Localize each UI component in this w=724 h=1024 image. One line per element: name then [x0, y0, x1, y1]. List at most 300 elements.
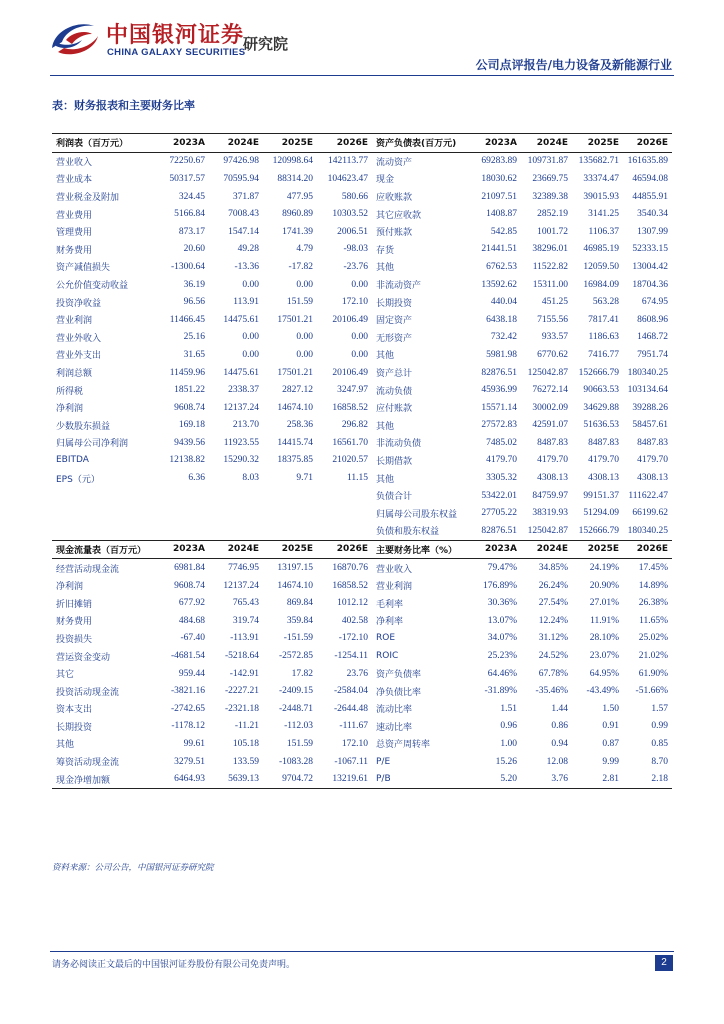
cell-value: [155, 522, 209, 540]
table-row: [52, 700, 672, 718]
cell-value: 172.10: [341, 297, 368, 308]
cell-value: 3.76: [521, 770, 572, 788]
cell-value: -2742.65: [170, 703, 205, 714]
cell-value: 1001.72: [537, 226, 568, 237]
cell-value: 1547.14: [228, 226, 259, 237]
cell-value: 258.36: [286, 420, 313, 431]
cell-value: 26.24%: [538, 580, 568, 591]
cell-value: 46594.08: [632, 173, 668, 184]
cell-value: 113.91: [233, 297, 259, 308]
cell-value: -1178.12: [171, 721, 205, 732]
row-label: 营业外支出: [56, 351, 102, 362]
cell-value: 933.57: [541, 332, 568, 343]
column-header: 2025E: [572, 540, 623, 559]
cell-value: 4308.13: [637, 473, 668, 484]
cell-value: 120998.64: [272, 156, 313, 167]
cell-value: 11.91%: [590, 615, 619, 626]
cell-value: 0.00: [242, 332, 259, 343]
cell-value: -151.59: [283, 633, 313, 644]
cell-value: 1106.37: [588, 226, 619, 237]
cell-value: [209, 487, 263, 505]
cell-value: -11.21: [234, 721, 259, 732]
cell-value: 9439.56: [174, 437, 205, 448]
cell-value: -2572.85: [278, 651, 313, 662]
table-row: [52, 258, 672, 276]
cell-value: 11923.55: [223, 437, 259, 448]
cell-value: 3279.51: [174, 756, 205, 767]
cell-value: 72250.67: [169, 156, 205, 167]
cell-value: 7746.95: [228, 563, 259, 574]
cell-value: 13004.42: [632, 261, 668, 272]
cell-value: -98.03: [343, 244, 368, 255]
cell-value: 64.95%: [589, 668, 619, 679]
cell-value: 46985.19: [583, 244, 619, 255]
cell-value: 7008.43: [228, 209, 259, 220]
report-category: 公司点评报告/电力设备及新能源行业: [475, 58, 672, 72]
cell-value: 677.92: [178, 598, 205, 609]
cell-value: 161635.89: [627, 156, 668, 167]
cell-value: 58457.61: [632, 420, 668, 431]
cell-value: 4179.70: [588, 455, 619, 466]
column-header: 2025E: [572, 134, 623, 153]
column-header: 2023A: [470, 540, 521, 559]
cell-value: 296.82: [341, 420, 368, 431]
cell-value: 11.15: [346, 473, 368, 484]
column-header: 2024E: [209, 540, 263, 559]
cell-value: 13219.61: [317, 770, 372, 788]
cell-value: 7416.77: [588, 349, 619, 360]
cell-value: 542.85: [490, 226, 517, 237]
cell-value: 51294.09: [583, 508, 619, 519]
cell-value: 7485.02: [486, 437, 517, 448]
row-label: 净利润: [56, 582, 84, 593]
cell-value: 24.19%: [589, 563, 619, 574]
row-label: 财务费用: [56, 617, 93, 628]
cell-value: 8608.96: [637, 314, 668, 325]
row-label: 预付账款: [376, 228, 413, 239]
column-header: 资产负债表(百万元): [372, 134, 470, 153]
table-row: [52, 293, 672, 311]
cell-value: 66199.62: [632, 508, 668, 519]
cell-value: 70595.94: [223, 173, 259, 184]
cell-value: 9704.72: [263, 770, 317, 788]
cell-value: 0.86: [551, 721, 568, 732]
cell-value: 1741.39: [282, 226, 313, 237]
cell-value: -2448.71: [278, 703, 313, 714]
column-header: 主要财务比率（%）: [372, 540, 470, 559]
row-label: 长期投资: [56, 722, 93, 733]
page-number: 2: [655, 955, 673, 971]
cell-value: [263, 522, 317, 540]
cell-value: 26.38%: [638, 598, 668, 609]
row-label: 投资损失: [56, 634, 93, 645]
table-row: [52, 223, 672, 241]
cell-value: 104623.47: [327, 173, 368, 184]
row-label: 资产负债率: [376, 670, 422, 681]
cell-value: 477.95: [286, 191, 313, 202]
row-label: EPS（元）: [56, 474, 100, 485]
cell-value: 49.28: [237, 244, 259, 255]
cell-value: 109731.87: [527, 156, 568, 167]
cell-value: -31.89%: [484, 686, 517, 697]
cell-value: 1.51: [500, 703, 517, 714]
cell-value: 67.78%: [538, 668, 568, 679]
cell-value: 563.28: [592, 297, 619, 308]
cell-value: 17.45%: [638, 563, 668, 574]
row-label: 利润总额: [56, 369, 93, 380]
column-header: 2026E: [317, 134, 372, 153]
row-label: 长期借款: [376, 456, 413, 467]
cell-value: 3540.34: [637, 209, 668, 220]
cell-value: 45936.99: [481, 385, 517, 396]
table-row: [52, 399, 672, 417]
table-title: 表：财务报表和主要财务比率: [52, 99, 195, 112]
cell-value: 16858.52: [332, 580, 368, 591]
cell-value: 0.91: [602, 721, 619, 732]
cell-value: 9608.74: [174, 580, 205, 591]
table-row: [52, 152, 672, 170]
cell-value: 180340.25: [627, 367, 668, 378]
cell-value: 324.45: [178, 191, 205, 202]
cell-value: 152666.79: [572, 522, 623, 540]
cell-value: 169.18: [178, 420, 205, 431]
row-label: 净利率: [376, 617, 404, 628]
cell-value: 30.36%: [487, 598, 517, 609]
cell-value: 38296.01: [532, 244, 568, 255]
cell-value: -1300.64: [170, 261, 205, 272]
row-label: 流动负债: [376, 386, 413, 397]
row-label: 其他: [376, 263, 395, 274]
row-label: 少数股东损益: [56, 421, 111, 432]
row-label: 流动比率: [376, 705, 413, 716]
cell-value: 64.46%: [487, 668, 517, 679]
cell-value: 21097.51: [481, 191, 517, 202]
cell-value: 28.10%: [589, 633, 619, 644]
cell-value: 52333.15: [632, 244, 668, 255]
cell-value: 8.70: [651, 756, 668, 767]
cell-value: 88314.20: [277, 173, 313, 184]
cell-value: 18704.36: [632, 279, 668, 290]
cell-value: 20106.49: [332, 314, 368, 325]
cell-value: 69283.89: [481, 156, 517, 167]
cell-value: 6.36: [188, 473, 205, 484]
row-label: 总资产周转率: [376, 740, 431, 751]
column-header: 2024E: [209, 134, 263, 153]
cell-value: -1067.11: [334, 756, 368, 767]
cell-value: 4308.13: [537, 473, 568, 484]
row-label: 应收账款: [376, 193, 413, 204]
cell-value: 6981.84: [174, 563, 205, 574]
brand-name-en: CHINA GALAXY SECURITIES: [107, 47, 246, 58]
cell-value: 1408.87: [486, 209, 517, 220]
row-label: 现金净增加额: [52, 770, 155, 788]
cell-value: -172.10: [338, 633, 368, 644]
cell-value: 125042.87: [527, 367, 568, 378]
table-row: [52, 665, 672, 683]
row-label: 资本支出: [56, 705, 93, 716]
row-label: 筹资活动现金流: [56, 758, 120, 769]
column-header: 2025E: [263, 134, 317, 153]
cell-value: 14475.61: [223, 367, 259, 378]
cell-value: 15.26: [495, 756, 517, 767]
cell-value: 125042.87: [521, 522, 572, 540]
cell-value: 12.24%: [538, 615, 568, 626]
row-label: 营业税金及附加: [56, 193, 120, 204]
cell-value: 18375.85: [277, 455, 313, 466]
cell-value: 99.61: [183, 738, 205, 749]
cell-value: 765.43: [232, 598, 259, 609]
cell-value: 869.84: [286, 598, 313, 609]
cell-value: -17.82: [288, 261, 313, 272]
row-label: 投资活动现金流: [56, 687, 120, 698]
cell-value: 23669.75: [532, 173, 568, 184]
cell-value: 2.81: [572, 770, 623, 788]
source-note: 资料来源：公司公告，中国银河证券研究院: [52, 863, 214, 873]
cell-value: -142.91: [229, 668, 259, 679]
cell-value: -13.36: [234, 261, 259, 272]
cell-value: 21020.57: [332, 455, 368, 466]
row-label: 营业费用: [56, 210, 93, 221]
cell-value: 51636.53: [583, 420, 619, 431]
section-cashflow-ratios: [52, 540, 672, 788]
row-label: [52, 504, 155, 522]
galaxy-swirl-logo-icon: [48, 18, 102, 60]
cell-value: 1307.99: [637, 226, 668, 237]
table-row: [52, 364, 672, 382]
cell-value: 18030.62: [481, 173, 517, 184]
cell-value: -35.46%: [535, 686, 568, 697]
cell-value: 319.74: [232, 615, 259, 626]
cell-value: 103134.64: [627, 385, 668, 396]
cell-value: 12138.82: [169, 455, 205, 466]
column-header: 2023A: [155, 540, 209, 559]
cell-value: 111622.47: [628, 490, 668, 501]
table-row: [52, 718, 672, 736]
cell-value: 20.90%: [589, 580, 619, 591]
cell-value: 76272.14: [532, 385, 568, 396]
cashflow-ratio-header-row: [52, 540, 672, 559]
cell-value: 11459.96: [169, 367, 205, 378]
cell-value: 0.00: [351, 279, 368, 290]
cell-value: 17.82: [291, 668, 313, 679]
column-header: 2024E: [521, 134, 572, 153]
cell-value: 4179.70: [486, 455, 517, 466]
row-label: 非流动负债: [376, 439, 422, 450]
cell-value: 11466.45: [169, 314, 205, 325]
table-row: [52, 770, 672, 788]
column-header: 2025E: [263, 540, 317, 559]
cell-value: 0.85: [651, 738, 668, 749]
cell-value: 99151.37: [583, 490, 619, 501]
cell-value: 4179.70: [637, 455, 668, 466]
row-label: 流动资产: [376, 157, 413, 168]
cell-value: 36.19: [183, 279, 205, 290]
cell-value: -1083.28: [278, 756, 313, 767]
cell-value: 84759.97: [532, 490, 568, 501]
cell-value: 79.47%: [487, 563, 517, 574]
cell-value: 1.50: [602, 703, 619, 714]
row-label: 负债合计: [376, 492, 413, 503]
cell-value: 17501.21: [277, 314, 313, 325]
cell-value: 5166.84: [174, 209, 205, 220]
cell-value: 0.00: [296, 279, 313, 290]
cell-value: 1.00: [500, 738, 517, 749]
cell-value: 34.85%: [538, 563, 568, 574]
cell-value: [317, 504, 372, 522]
cell-value: 2852.19: [537, 209, 568, 220]
cell-value: 12137.24: [223, 402, 259, 413]
cell-value: 440.04: [490, 297, 517, 308]
row-label: [52, 487, 155, 505]
table-row: [52, 577, 672, 595]
cell-value: 151.59: [286, 738, 313, 749]
row-label: [52, 522, 155, 540]
income-balance-header-row: [52, 134, 672, 153]
cell-value: 402.58: [341, 615, 368, 626]
row-label: P/E: [376, 756, 391, 767]
cell-value: 2338.37: [228, 385, 259, 396]
table-row: [52, 682, 672, 700]
column-header: 利润表（百万元）: [52, 134, 155, 153]
cell-value: 873.17: [178, 226, 205, 237]
cell-value: 371.87: [232, 191, 259, 202]
cell-value: 16561.70: [332, 437, 368, 448]
cell-value: 8487.83: [588, 437, 619, 448]
cell-value: 135682.71: [578, 156, 619, 167]
cell-value: 1012.12: [337, 598, 368, 609]
cell-value: [155, 504, 209, 522]
cell-value: 23.07%: [589, 651, 619, 662]
row-label: 资产总计: [376, 369, 413, 380]
table-row: [52, 594, 672, 612]
cell-value: -3821.16: [170, 686, 205, 697]
cell-value: 20106.49: [332, 367, 368, 378]
cell-value: 6770.62: [537, 349, 568, 360]
column-header: 2024E: [521, 540, 572, 559]
cell-value: 1851.22: [174, 385, 205, 396]
table-row: [52, 434, 672, 452]
cell-value: 4.79: [296, 244, 313, 255]
row-label: 长期投资: [376, 298, 413, 309]
cell-value: 27.01%: [589, 598, 619, 609]
table-row: [52, 753, 672, 771]
cell-value: 2.18: [623, 770, 672, 788]
cell-value: 8960.89: [282, 209, 313, 220]
cell-value: [263, 487, 317, 505]
cell-value: 97426.98: [223, 156, 259, 167]
row-label: 净负债比率: [376, 687, 422, 698]
cell-value: 172.10: [341, 738, 368, 749]
cell-value: 0.00: [242, 349, 259, 360]
cell-value: 105.18: [232, 738, 259, 749]
column-header: 2026E: [317, 540, 372, 559]
row-label: 现金: [376, 175, 395, 186]
row-label: 其他: [376, 474, 395, 485]
section-income-balance: [52, 134, 672, 541]
cell-value: 7817.41: [588, 314, 619, 325]
cell-value: 15571.14: [481, 402, 517, 413]
cell-value: 7155.56: [537, 314, 568, 325]
table-row: [52, 188, 672, 206]
table-row: [52, 346, 672, 364]
cell-value: 50317.57: [169, 173, 205, 184]
cell-value: 142113.77: [327, 156, 368, 167]
cell-value: 3141.25: [588, 209, 619, 220]
cell-value: 44855.91: [632, 191, 668, 202]
cell-value: [209, 522, 263, 540]
cell-value: 9608.74: [174, 402, 205, 413]
institute-label: 研究院: [243, 35, 289, 53]
cell-value: 14.89%: [638, 580, 668, 591]
cell-value: 96.56: [183, 297, 205, 308]
cell-value: 8487.83: [637, 437, 668, 448]
row-label: 非流动资产: [376, 281, 422, 292]
cell-value: 2006.51: [337, 226, 368, 237]
cell-value: 20.60: [183, 244, 205, 255]
row-label: 净利润: [56, 404, 84, 415]
cell-value: 31.12%: [538, 633, 568, 644]
cell-value: 959.44: [178, 668, 205, 679]
cell-value: 16858.52: [332, 402, 368, 413]
cell-value: 24.52%: [538, 651, 568, 662]
cell-value: 3305.32: [486, 473, 517, 484]
cell-value: 176.89%: [482, 580, 517, 591]
column-header: 2026E: [623, 134, 672, 153]
cell-value: 0.00: [296, 349, 313, 360]
cell-value: 11.65%: [639, 615, 668, 626]
cell-value: 4179.70: [537, 455, 568, 466]
table-row: [52, 241, 672, 259]
cell-value: 8.03: [242, 473, 259, 484]
row-label: 营运资金变动: [56, 652, 111, 663]
row-label: 速动比率: [376, 722, 413, 733]
cell-value: 2827.12: [282, 385, 313, 396]
cell-value: 39015.93: [583, 191, 619, 202]
row-label: 其它: [56, 670, 75, 681]
table-row: [52, 735, 672, 753]
cell-value: 732.42: [490, 332, 517, 343]
cell-value: 9.99: [602, 756, 619, 767]
cell-value: 7951.74: [637, 349, 668, 360]
cell-value: -111.67: [339, 721, 368, 732]
cell-value: 21.02%: [638, 651, 668, 662]
table-row: [52, 522, 672, 540]
row-label: 其它应收款: [376, 210, 422, 221]
row-label: 无形资产: [376, 333, 413, 344]
table-row: [52, 504, 672, 522]
cell-value: 9.71: [296, 473, 313, 484]
table-row: [52, 452, 672, 470]
row-label: 折旧摊销: [56, 599, 93, 610]
cell-value: 27.54%: [538, 598, 568, 609]
cell-value: 25.16: [183, 332, 205, 343]
row-label: 应付账款: [376, 404, 413, 415]
financial-statements-table: [52, 133, 672, 789]
cell-value: [317, 487, 372, 505]
cell-value: 14674.10: [277, 580, 313, 591]
cell-value: -2409.15: [278, 686, 313, 697]
cell-value: 0.00: [296, 332, 313, 343]
cell-value: 0.96: [500, 721, 517, 732]
cell-value: -113.91: [230, 633, 259, 644]
column-header: 2026E: [623, 540, 672, 559]
disclaimer: 请务必阅读正文最后的中国银河证券股份有限公司免责声明。: [52, 960, 296, 970]
cell-value: 39288.26: [632, 402, 668, 413]
cell-value: 25.02%: [638, 633, 668, 644]
cell-value: 180340.25: [623, 522, 672, 540]
cell-value: 25.23%: [487, 651, 517, 662]
cell-value: 42591.07: [532, 420, 568, 431]
